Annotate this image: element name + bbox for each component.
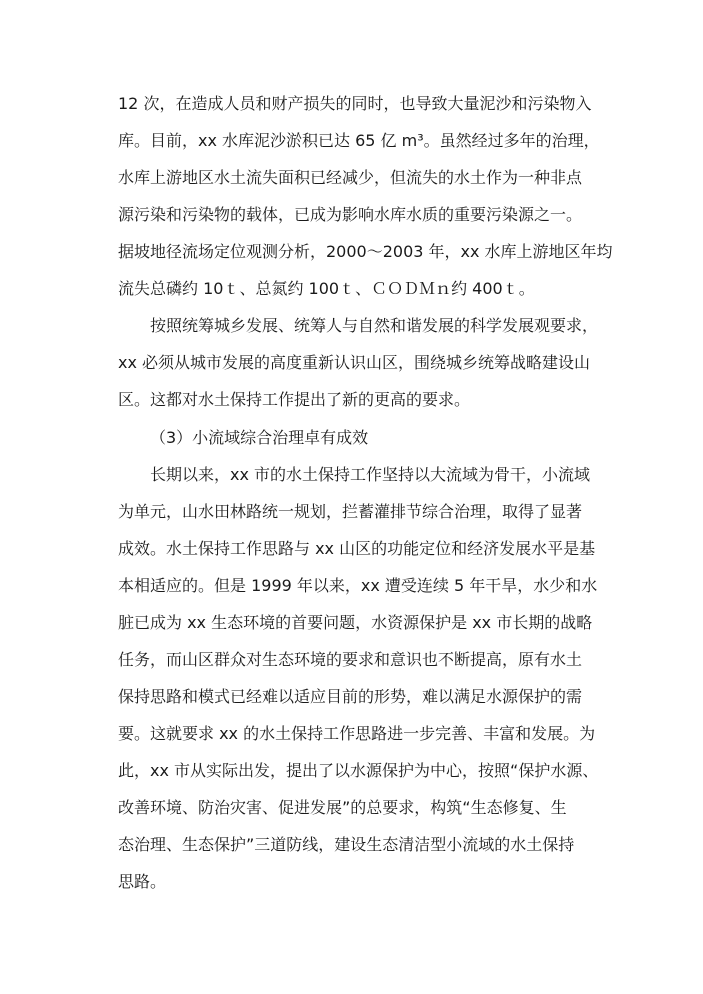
section-heading: （3）小流域综合治理卓有成效 <box>150 428 369 447</box>
text-line: 本相适应的。但是 1999 年以来，xx 遭受连续 5 年干旱，水少和水 <box>118 576 598 595</box>
text-line: 任务，而山区群众对生态环境的要求和意识也不断提高，原有水土 <box>118 650 583 669</box>
text-line: 保持思路和模式已经难以适应目前的形势，难以满足水源保护的需 <box>118 687 583 706</box>
text-line: 区。这都对水土保持工作提出了新的更高的要求。 <box>118 390 471 409</box>
text-line: 脏已成为 xx 生态环境的首要问题，水资源保护是 xx 市长期的战略 <box>118 613 593 632</box>
text-line: 12 次，在造成人员和财产损失的同时，也导致大量泥沙和污染物入 <box>118 94 592 113</box>
text-line: 据坡地径流场定位观测分析，2000～2003 年，xx 水库上游地区年均 <box>118 242 613 261</box>
text-line: 水库上游地区水土流失面积已经减少，但流失的水土作为一种非点 <box>118 168 583 187</box>
text-line: 要。这就要求 xx 的水土保持工作思路进一步完善、丰富和发展。为 <box>118 724 596 743</box>
text-line: 按照统筹城乡发展、统筹人与自然和谐发展的科学发展观要求， <box>150 316 599 335</box>
text-line: 改善环境、防治灾害、促进发展”的总要求，构筑“生态修复、生 <box>118 798 567 817</box>
text-line: 库。目前，xx 水库泥沙淤积已达 65 亿 m³。虽然经过多年的治理， <box>118 131 600 150</box>
text-line: 态治理、生态保护”三道防线，建设生态清洁型小流域的水土保持 <box>118 835 575 854</box>
text-line: 此，xx 市从实际出发，提出了以水源保护为中心，按照“保护水源、 <box>118 761 599 780</box>
text-line: xx 必须从城市发展的高度重新认识山区，围绕城乡统筹战略建设山 <box>118 353 591 372</box>
text-line: 流失总磷约 10ｔ、总氮约 100ｔ、ＣＯＤＭｎ约 400ｔ。 <box>118 279 535 298</box>
text-line: 长期以来，xx 市的水土保持工作坚持以大流域为骨干，小流域 <box>150 465 591 484</box>
text-line: 为单元，山水田林路统一规划，拦蓄灌排节综合治理，取得了显著 <box>118 502 583 521</box>
text-line: 源污染和污染物的载体，已成为影响水库水质的重要污染源之一。 <box>118 205 583 224</box>
text-line: 思路。 <box>118 872 167 891</box>
text-line: 成效。水土保持工作思路与 xx 山区的功能定位和经济发展水平是基 <box>118 539 596 558</box>
